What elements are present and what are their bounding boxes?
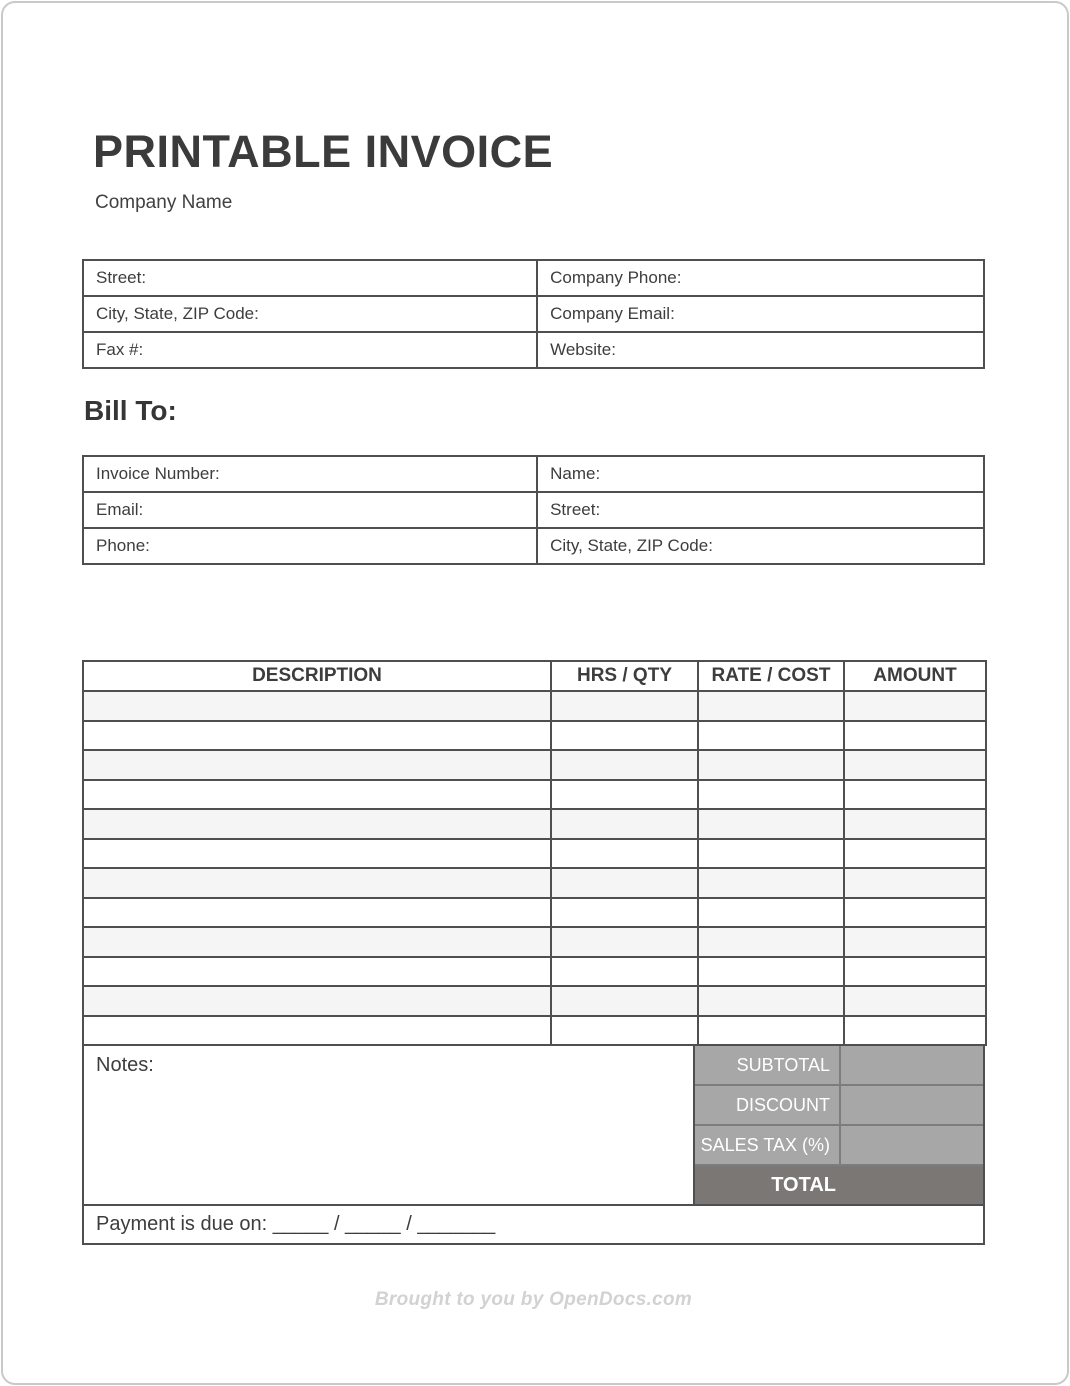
line-item-description-cell [83, 780, 551, 810]
street-label-cell: Street: [537, 492, 984, 528]
bill-to-table [82, 455, 985, 565]
document-content [82, 0, 985, 1311]
company-info-row [83, 296, 984, 332]
line-item-rate-cost-cell [698, 780, 844, 810]
line-item-amount-cell [844, 721, 986, 751]
website-label-cell: Website: [537, 332, 984, 368]
line-item-description-cell [83, 691, 551, 721]
line-item-amount-cell [844, 839, 986, 869]
line-item-hrs-qty-cell [551, 721, 698, 751]
line-item-amount-cell [844, 1016, 986, 1046]
line-item-hrs-qty-cell [551, 986, 698, 1016]
company-name: Company Name [95, 192, 233, 213]
company-info-row [83, 332, 984, 368]
sales-tax-amount-cell [841, 1126, 983, 1164]
line-item-hrs-qty-cell [551, 957, 698, 987]
payment-due-row [82, 1204, 985, 1245]
line-item-hrs-qty-cell [551, 839, 698, 869]
line-item-rate-cost-cell [698, 691, 844, 721]
city-state-zip-label-cell: City, State, ZIP Code: [537, 528, 984, 564]
company-info-row [83, 260, 984, 296]
line-items-table [82, 660, 987, 1046]
line-item-row [83, 868, 986, 898]
line-item-rate-cost-cell [698, 750, 844, 780]
line-item-description-cell [83, 898, 551, 928]
line-item-row [83, 986, 986, 1016]
line-item-row [83, 721, 986, 751]
line-item-description-cell [83, 839, 551, 869]
line-items-body [83, 691, 986, 1045]
company-email-label-cell: Company Email: [537, 296, 984, 332]
line-item-rate-cost-cell [698, 839, 844, 869]
amount-column-header: AMOUNT [844, 661, 986, 691]
line-item-amount-cell [844, 868, 986, 898]
bill-to-row [83, 528, 984, 564]
line-item-rate-cost-cell [698, 1016, 844, 1046]
description-column-header: DESCRIPTION [83, 661, 551, 691]
line-item-row [83, 839, 986, 869]
line-item-rate-cost-cell [698, 927, 844, 957]
sales-tax-row [695, 1126, 983, 1166]
city-state-zip-label-cell: City, State, ZIP Code: [83, 296, 537, 332]
summary-section [82, 1046, 985, 1204]
line-item-description-cell [83, 986, 551, 1016]
line-item-description-cell [83, 750, 551, 780]
line-item-row [83, 691, 986, 721]
line-item-hrs-qty-cell [551, 898, 698, 928]
line-item-row [83, 957, 986, 987]
line-item-amount-cell [844, 986, 986, 1016]
bill-to-row [83, 492, 984, 528]
subtotal-amount-cell [841, 1046, 983, 1084]
total-label: TOTAL [771, 1173, 836, 1196]
line-item-rate-cost-cell [698, 898, 844, 928]
line-item-amount-cell [844, 780, 986, 810]
line-item-amount-cell [844, 750, 986, 780]
payment-due-text: Payment is due on: _____ / _____ / _______ [96, 1213, 496, 1235]
line-item-row [83, 809, 986, 839]
line-item-hrs-qty-cell [551, 809, 698, 839]
line-item-rate-cost-cell [698, 957, 844, 987]
line-item-description-cell [83, 721, 551, 751]
company-info-table [82, 259, 985, 369]
line-item-row [83, 1016, 986, 1046]
line-item-description-cell [83, 809, 551, 839]
footer-credit: Brought to you by OpenDocs.com [374, 1289, 693, 1310]
line-item-hrs-qty-cell [551, 780, 698, 810]
line-item-row [83, 927, 986, 957]
phone-label-cell: Phone: [83, 528, 537, 564]
name-label-cell: Name: [537, 456, 984, 492]
line-item-amount-cell [844, 691, 986, 721]
discount-amount-cell [841, 1086, 983, 1124]
line-item-hrs-qty-cell [551, 927, 698, 957]
line-item-amount-cell [844, 898, 986, 928]
invoice-number-label-cell: Invoice Number: [83, 456, 537, 492]
street-label-cell: Street: [83, 260, 537, 296]
company-phone-label-cell: Company Phone: [537, 260, 984, 296]
line-item-description-cell [83, 957, 551, 987]
fax-label-cell: Fax #: [83, 332, 537, 368]
line-item-description-cell [83, 927, 551, 957]
notes-label: Notes: [96, 1054, 154, 1076]
discount-label: DISCOUNT [695, 1086, 841, 1124]
notes-box [82, 1046, 695, 1204]
line-item-amount-cell [844, 927, 986, 957]
subtotal-label: SUBTOTAL [695, 1046, 841, 1084]
email-label-cell: Email: [83, 492, 537, 528]
line-item-row [83, 898, 986, 928]
line-item-amount-cell [844, 809, 986, 839]
line-item-row [83, 750, 986, 780]
discount-row [695, 1086, 983, 1126]
line-item-rate-cost-cell [698, 809, 844, 839]
line-item-hrs-qty-cell [551, 691, 698, 721]
hrs-qty-column-header: HRS / QTY [551, 661, 698, 691]
bill-to-heading: Bill To: [84, 395, 177, 426]
line-item-description-cell [83, 868, 551, 898]
line-item-hrs-qty-cell [551, 1016, 698, 1046]
total-row [695, 1166, 983, 1204]
subtotal-row [695, 1046, 983, 1086]
rate-cost-column-header: RATE / COST [698, 661, 844, 691]
bill-to-row [83, 456, 984, 492]
sales-tax-label: SALES TAX (%) [695, 1126, 841, 1164]
line-item-description-cell [83, 1016, 551, 1046]
line-item-rate-cost-cell [698, 868, 844, 898]
line-item-hrs-qty-cell [551, 868, 698, 898]
page-title: PRINTABLE INVOICE [93, 126, 554, 177]
line-items-header-row [83, 661, 986, 691]
totals-block [695, 1046, 985, 1204]
line-item-amount-cell [844, 957, 986, 987]
line-item-row [83, 780, 986, 810]
line-item-rate-cost-cell [698, 721, 844, 751]
line-item-hrs-qty-cell [551, 750, 698, 780]
line-item-rate-cost-cell [698, 986, 844, 1016]
